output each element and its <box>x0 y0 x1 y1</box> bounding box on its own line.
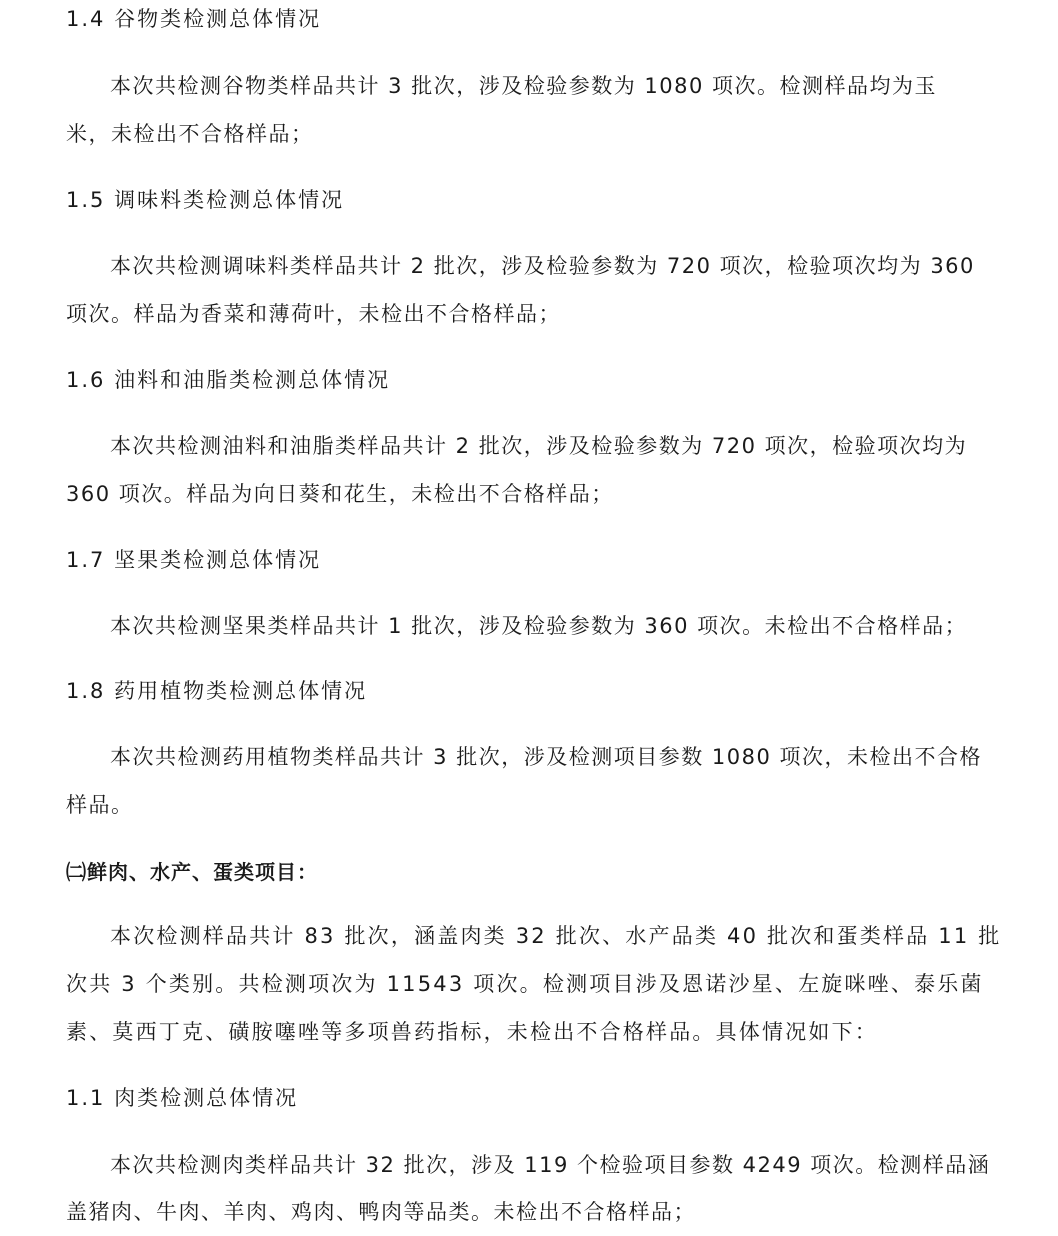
section-1-5-title: 1.5 调味料类检测总体情况 <box>66 188 345 212</box>
section-1-8-title: 1.8 药用植物类检测总体情况 <box>66 679 368 703</box>
section-1-4-paragraph-line-2: 米，未检出不合格样品； <box>66 122 314 146</box>
section-1-7-title: 1.7 坚果类检测总体情况 <box>66 548 322 572</box>
section-2-1-1-title: 1.1 肉类检测总体情况 <box>66 1086 299 1110</box>
part-2-paragraph-line-3: 素、莫西丁克、磺胺噻唑等多项兽药指标，未检出不合格样品。具体情况如下： <box>66 1020 878 1044</box>
section-1-4-title: 1.4 谷物类检测总体情况 <box>66 7 322 31</box>
section-1-4-paragraph-line-1: 本次共检测谷物类样品共计 3 批次，涉及检验参数为 1080 项次。检测样品均为玉 <box>110 74 938 98</box>
part-2-heading: ㈡鲜肉、水产、蛋类项目： <box>66 860 318 884</box>
section-1-5-paragraph-line-2: 项次。样品为香菜和薄荷叶，未检出不合格样品； <box>66 302 561 326</box>
part-2-paragraph-line-2: 次共 3 个类别。共检测项次为 11543 项次。检测项目涉及恩诺沙星、左旋咪唑、泰乐菌 <box>66 972 984 996</box>
section-1-6-title: 1.6 油料和油脂类检测总体情况 <box>66 368 391 392</box>
section-1-5-paragraph-line-1: 本次共检测调味料类样品共计 2 批次，涉及检验参数为 720 项次，检验项次均为 360 <box>110 254 975 278</box>
section-1-6-paragraph-line-2: 360 项次。样品为向日葵和花生，未检出不合格样品； <box>66 482 614 506</box>
section-1-6-paragraph-line-1: 本次共检测油料和油脂类样品共计 2 批次，涉及检验参数为 720 项次，检验项次均为 <box>110 434 968 458</box>
section-2-1-1-paragraph-line-1: 本次共检测肉类样品共计 32 批次，涉及 119 个检验项目参数 4249 项次。检测样品涵 <box>110 1153 991 1177</box>
section-2-1-1-paragraph-line-2: 盖猪肉、牛肉、羊肉、鸡肉、鸭肉等品类。未检出不合格样品； <box>66 1200 696 1224</box>
section-1-7-paragraph-line-1: 本次共检测坚果类样品共计 1 批次，涉及检验参数为 360 项次。未检出不合格样品； <box>110 614 968 638</box>
section-1-8-paragraph-line-2: 样品。 <box>66 793 134 817</box>
part-2-paragraph-line-1: 本次检测样品共计 83 批次，涵盖肉类 32 批次、水产品类 40 批次和蛋类样品 11 批 <box>110 924 1002 948</box>
section-1-8-paragraph-line-1: 本次共检测药用植物类样品共计 3 批次，涉及检测项目参数 1080 项次，未检出不合格 <box>110 745 983 769</box>
